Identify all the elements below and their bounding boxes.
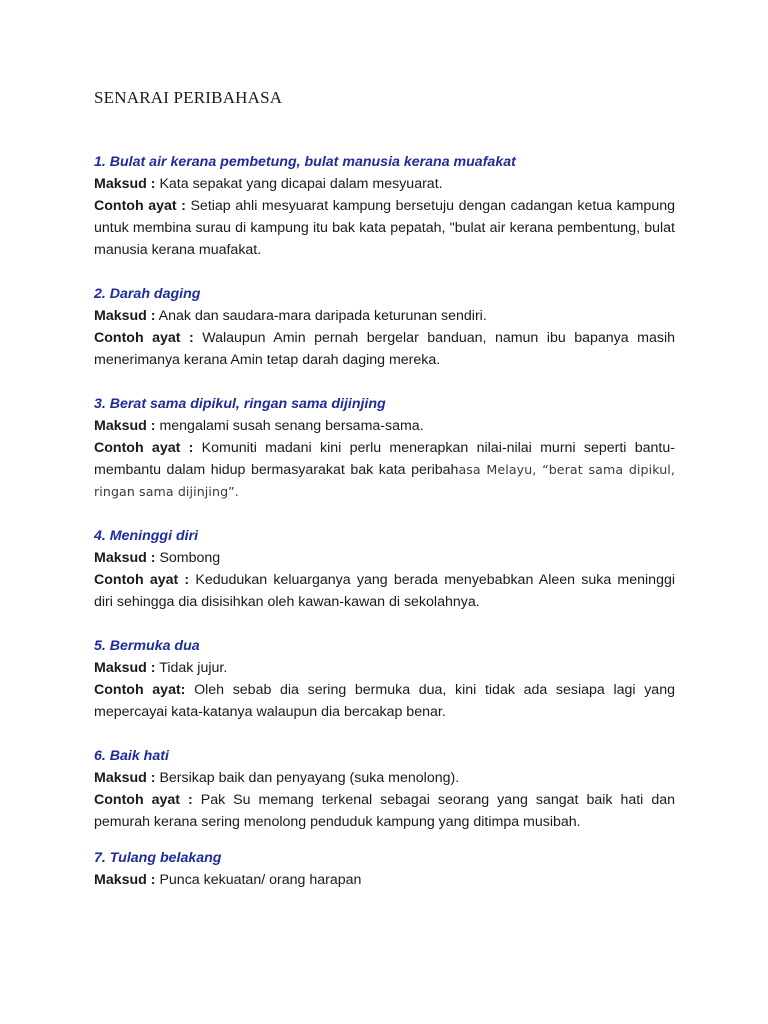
maksud-label: Maksud :: [94, 550, 156, 566]
peribahasa-heading: 5. Bermuka dua: [94, 638, 200, 654]
contoh-ayat-label: Contoh ayat :: [94, 792, 193, 808]
maksud-text: Tidak jujur.: [159, 660, 228, 676]
maksud-line: [94, 415, 675, 437]
peribahasa-heading: 7. Tulang belakang: [94, 850, 222, 866]
contoh-ayat-label: Contoh ayat :: [94, 198, 186, 214]
contoh-ayat-text: Oleh sebab dia sering bermuka dua, kini tidak ada sesiapa lagi yang mepercayai kata-katanya walaupun dia bercakap benar.: [94, 682, 675, 720]
contoh-ayat-line: [94, 437, 675, 503]
contoh-ayat-text: Setiap ahli mesyuarat kampung bersetuju dengan cadangan ketua kampung untuk membina surau di kampung itu bak kata pepatah, "bulat air kerana pembentung, bulat manusia kerana muafakat.: [94, 198, 675, 258]
maksud-text: mengalami susah senang bersama-sama.: [159, 418, 424, 434]
contoh-ayat-text: Walaupun Amin pernah bergelar banduan, namun ibu bapanya masih menerimanya kerana Amin tetap darah daging mereka.: [94, 330, 675, 368]
maksud-label: Maksud :: [94, 176, 156, 192]
contoh-ayat-line: [94, 195, 675, 261]
contoh-ayat-line: [94, 679, 675, 723]
peribahasa-entry: [94, 283, 675, 371]
maksud-line: [94, 305, 675, 327]
peribahasa-heading: 1. Bulat air kerana pembetung, bulat manusia kerana muafakat: [94, 154, 516, 170]
contoh-ayat-text: Komuniti madani kini perlu menerapkan nilai-nilai murni seperti bantu-membantu dalam hidup bermasyarakat bak kata peribah: [94, 440, 675, 478]
contoh-ayat-text: Pak Su memang terkenal sebagai seorang yang sangat baik hati dan pemurah kerana sering menolong penduduk kampung yang ditimpa musibah.: [94, 792, 675, 830]
maksud-text: Kata sepakat yang dicapai dalam mesyuarat.: [159, 176, 443, 192]
maksud-line: [94, 657, 675, 679]
document-title: SENARAI PERIBAHASA: [94, 88, 283, 107]
peribahasa-list: [94, 151, 675, 913]
maksud-line: [94, 767, 675, 789]
maksud-label: Maksud :: [94, 418, 156, 434]
peribahasa-entry: [94, 525, 675, 613]
peribahasa-entry: [94, 393, 675, 503]
maksud-label: Maksud :: [94, 308, 156, 324]
peribahasa-entry: [94, 745, 675, 833]
contoh-ayat-label: Contoh ayat :: [94, 440, 194, 456]
contoh-ayat-label: Contoh ayat :: [94, 572, 190, 588]
peribahasa-entry: [94, 847, 675, 891]
peribahasa-heading: 3. Berat sama dipikul, ringan sama dijinjing: [94, 396, 386, 412]
contoh-ayat-line: [94, 789, 675, 833]
maksud-label: Maksud :: [94, 872, 156, 888]
contoh-ayat-text-tail: asa Melayu, “berat sama dipikul, ringan sama dijinjing”.: [94, 462, 676, 499]
maksud-text: Anak dan saudara-mara daripada keturunan sendiri.: [158, 308, 487, 324]
peribahasa-entry: [94, 635, 675, 723]
peribahasa-heading: 2. Darah daging: [94, 286, 201, 302]
peribahasa-heading: 6. Baik hati: [94, 748, 169, 764]
contoh-ayat-text: Kedudukan keluarganya yang berada menyebabkan Aleen suka meninggi diri sehingga dia disisihkan oleh kawan-kawan di sekolahnya.: [94, 572, 675, 610]
maksud-text: Bersikap baik dan penyayang (suka menolong).: [159, 770, 460, 786]
maksud-label: Maksud :: [94, 660, 156, 676]
contoh-ayat-line: [94, 327, 675, 371]
maksud-line: [94, 547, 675, 569]
contoh-ayat-line: [94, 569, 675, 613]
maksud-text: Punca kekuatan/ orang harapan: [159, 872, 362, 888]
contoh-ayat-label: Contoh ayat:: [94, 682, 186, 698]
maksud-line: [94, 869, 675, 891]
peribahasa-entry: [94, 151, 675, 261]
peribahasa-heading: 4. Meninggi diri: [94, 528, 199, 544]
maksud-text: Sombong: [159, 550, 221, 566]
maksud-line: [94, 173, 675, 195]
contoh-ayat-label: Contoh ayat :: [94, 330, 194, 346]
maksud-label: Maksud :: [94, 770, 156, 786]
